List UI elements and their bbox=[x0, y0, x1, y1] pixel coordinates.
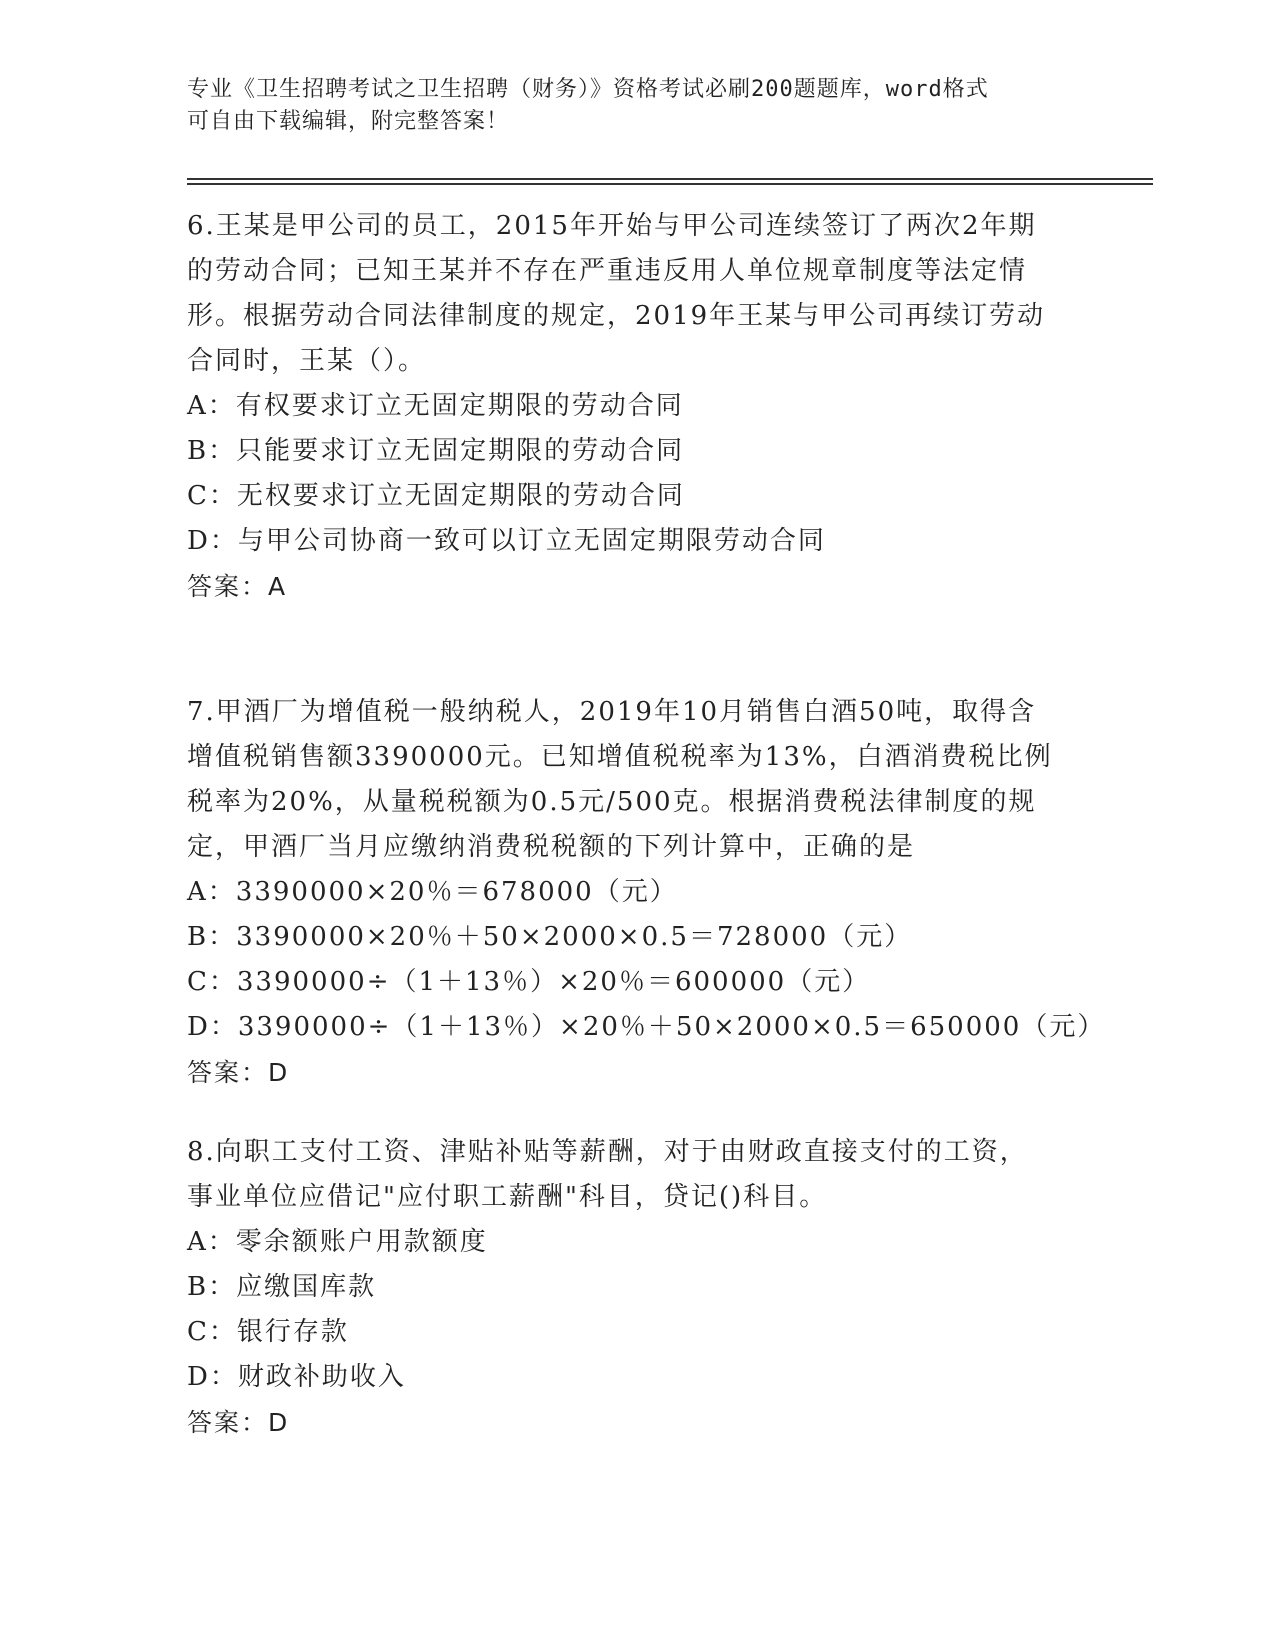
stem-line: 6.王某是甲公司的员工，2015年开始与甲公司连续签订了两次2年期 bbox=[187, 211, 1037, 241]
question-stem bbox=[187, 690, 1067, 870]
stem-line: 事业单位应借记"应付职工薪酬"科目，贷记()科目。 bbox=[187, 1182, 828, 1212]
option-c: C：3390000÷（1＋13％）×20％＝600000（元） bbox=[187, 967, 871, 997]
answer: 答案：D bbox=[187, 1058, 290, 1087]
stem-line: 定，甲酒厂当月应缴纳消费税税额的下列计算中，正确的是 bbox=[187, 832, 916, 862]
question-6 bbox=[187, 204, 1067, 609]
option-d: D：与甲公司协商一致可以订立无固定期限劳动合同 bbox=[187, 526, 826, 556]
stem-line: 8.向职工支付工资、津贴补贴等薪酬，对于由财政直接支付的工资， bbox=[187, 1137, 1028, 1167]
option-c: C：无权要求订立无固定期限的劳动合同 bbox=[187, 481, 685, 511]
question-stem bbox=[187, 1130, 1067, 1220]
stem-line: 税率为20%，从量税税额为0.5元/500克。根据消费税法律制度的规 bbox=[187, 787, 1037, 817]
question-stem bbox=[187, 204, 1067, 384]
header-divider-top bbox=[187, 178, 1153, 180]
document-header bbox=[187, 74, 1057, 138]
stem-line: 增值税销售额3390000元。已知增值税税率为13%，白酒消费税比例 bbox=[187, 742, 1053, 772]
option-b: B：应缴国库款 bbox=[187, 1272, 377, 1302]
stem-line: 合同时，王某（）。 bbox=[187, 346, 427, 376]
stem-line: 形。根据劳动合同法律制度的规定，2019年王某与甲公司再续订劳动 bbox=[187, 301, 1046, 331]
option-a: A：零余额账户用款额度 bbox=[187, 1227, 488, 1257]
answer: 答案：A bbox=[187, 572, 288, 601]
question-7 bbox=[187, 690, 1106, 1095]
answer: 答案：D bbox=[187, 1408, 290, 1437]
option-d: D：财政补助收入 bbox=[187, 1362, 406, 1392]
option-b: B：3390000×20％＋50×2000×0.5＝728000（元） bbox=[187, 922, 913, 952]
option-d: D：3390000÷（1＋13％）×20％＋50×2000×0.5＝650000（元） bbox=[187, 1012, 1106, 1042]
header-line-1: 专业《卫生招聘考试之卫生招聘（财务）》资格考试必刷200题题库，word格式 bbox=[187, 77, 989, 102]
option-a: A：3390000×20％＝678000（元） bbox=[187, 877, 678, 907]
header-line-2: 可自由下载编辑，附完整答案！ bbox=[187, 109, 510, 134]
header-divider-bottom bbox=[187, 183, 1153, 185]
option-c: C：银行存款 bbox=[187, 1317, 349, 1347]
option-a: A：有权要求订立无固定期限的劳动合同 bbox=[187, 391, 684, 421]
stem-line: 的劳动合同；已知王某并不存在严重违反用人单位规章制度等法定情 bbox=[187, 256, 1028, 286]
stem-line: 7.甲酒厂为增值税一般纳税人，2019年10月销售白酒50吨，取得含 bbox=[187, 697, 1037, 727]
question-8 bbox=[187, 1130, 1067, 1445]
option-b: B：只能要求订立无固定期限的劳动合同 bbox=[187, 436, 685, 466]
